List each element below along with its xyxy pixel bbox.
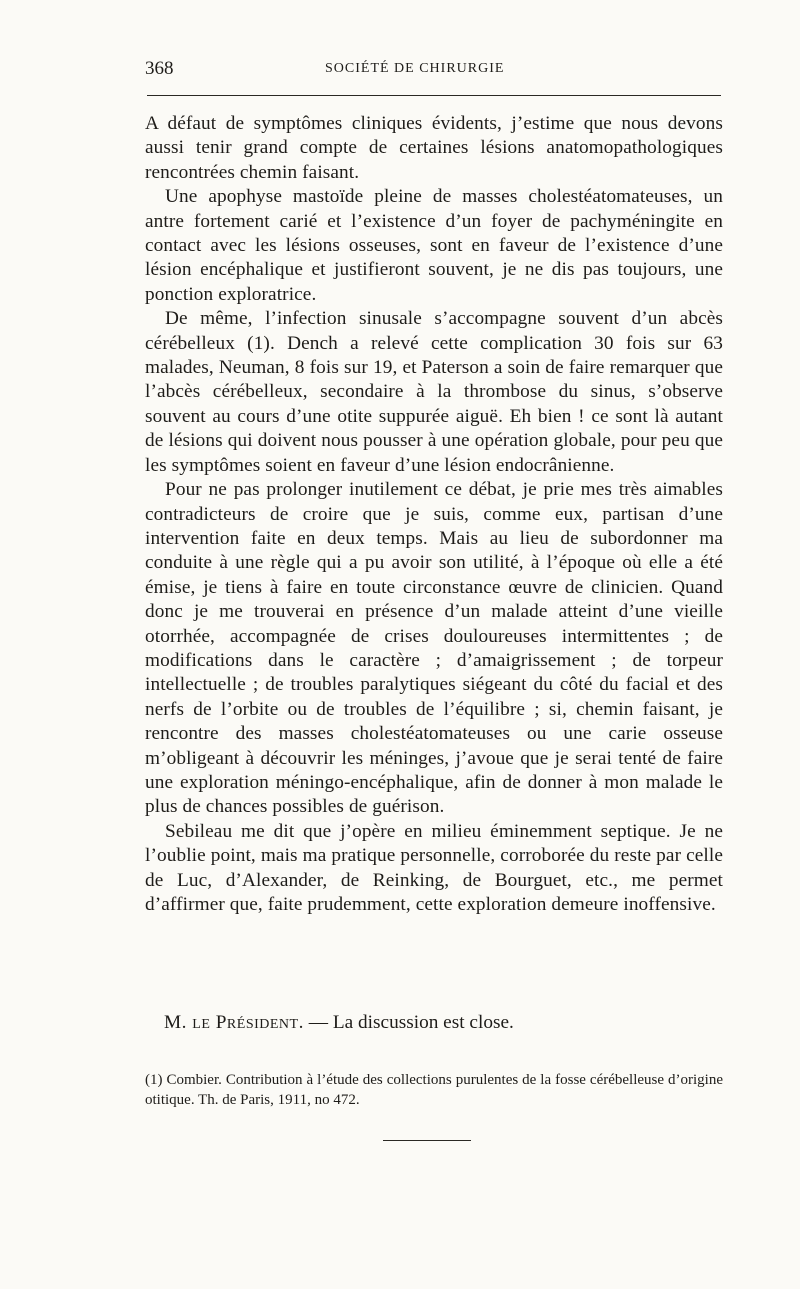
page-number: 368 (145, 58, 174, 79)
paragraph: Sebileau me dit que j’opère en milieu éminemment septique. Je ne l’oublie point, mais ma pratique personnelle, corroborée du reste par celle de Luc, d’Alexander, de Reinking, de Bourguet, etc., me permet d’affirmer que, faite prudemment, cette exploration demeure inoffensive. (145, 820, 723, 915)
president-text: — La discussion est close. (308, 1012, 514, 1033)
paragraph: A défaut de symptômes cliniques évidents, j’estime que nous devons aussi tenir grand compte de certaines lésions anatomopathologiques rencontrées chemin faisant. (145, 113, 723, 183)
running-title: SOCIÉTÉ DE CHIRURGIE (325, 61, 505, 76)
president-statement (164, 1012, 514, 1034)
footnote-rule (383, 1140, 471, 1141)
paragraph: De même, l’infection sinusale s’accompagne souvent d’un abcès cérébelleux (1). Dench a relevé cette complication 30 fois sur 63 malades, Neuman, 8 fois sur 19, et Paterson a soin de faire remarquer que l’abcès cérébelleux, secondaire à la thrombose du sinus, s’observe souvent au cours d’une otite suppurée aiguë. Eh bien ! ce sont là autant de lésions qui doivent nous pousser à une opération globale, pour peu que les symptômes soient en faveur d’une lésion endocrânienne. (145, 308, 723, 476)
speaker-name: M. le Président. (164, 1012, 304, 1033)
footnote: (1) Combier. Contribution à l’étude des collections purulentes de la fosse cérébelleuse d’origine otitique. Th. de Paris, 1911, no 472. (145, 1072, 723, 1108)
paragraph: Une apophyse mastoïde pleine de masses cholestéatomateuses, un antre fortement carié et l’existence d’un foyer de pachyméningite en contact avec les lésions osseuses, sont en faveur de l’existence d’une lésion encéphalique et justifieront souvent, je ne dis pas toujours, une ponction exploratrice. (145, 186, 723, 305)
header-rule (147, 95, 721, 96)
paragraph: Pour ne pas prolonger inutilement ce débat, je prie mes très aimables contradicteurs de croire que je suis, comme eux, partisan d’une intervention faite en deux temps. Mais au lieu de subordonner ma conduite à une règle qui a pu avoir son utilité, à l’époque où elle a été émise, je tiens à faire en toute circonstance œuvre de clinicien. Quand donc je me trouverai en présence d’un malade atteint d’une vieille otorrhée, accompagnée de crises douloureuses intermittentes ; de modifications dans le caractère ; d’amaigrissement ; de torpeur intellectuelle ; de troubles paralytiques siégeant du côté du facial et des nerfs de l’orbite ou de troubles de l’équilibre ; si, chemin faisant, je rencontre des masses cholestéatomateuses ou une carie osseuse m’obligeant à découvrir les méninges, j’avoue que je serai tenté de faire une exploration méningo-encéphalique, afin de donner à mon malade le plus de chances possibles de guérison. (145, 479, 723, 818)
body-text (145, 112, 723, 917)
running-header (145, 58, 723, 82)
